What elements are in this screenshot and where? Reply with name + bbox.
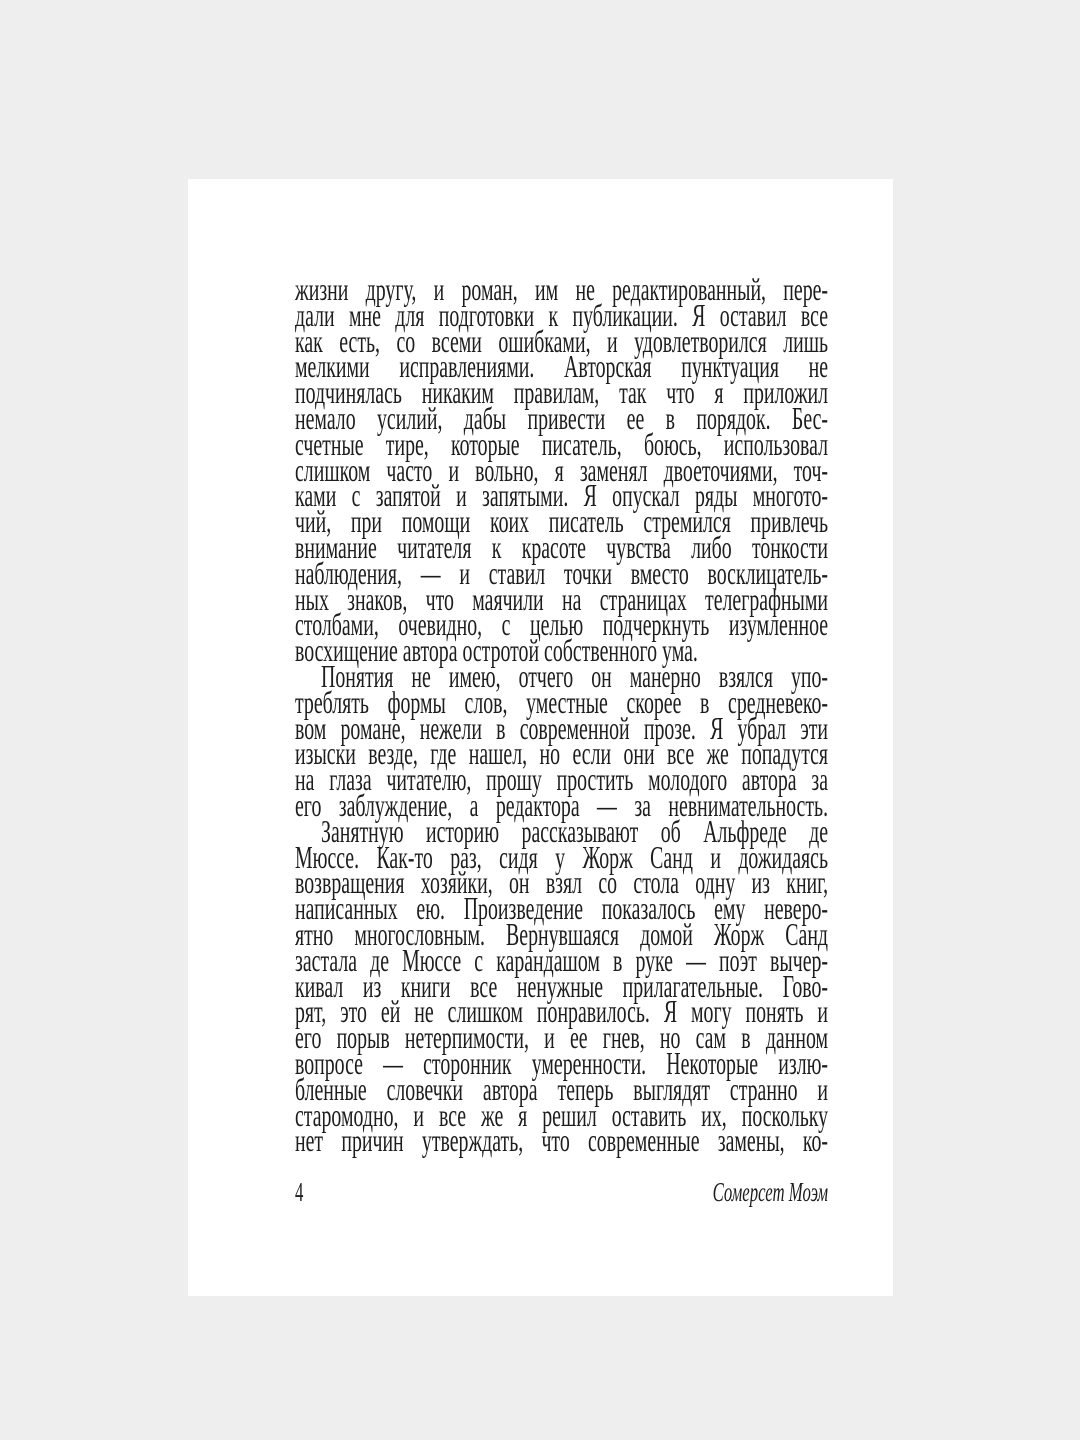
text-line: рят, это ей не слишком понравилось. Я могу понять и	[295, 993, 829, 1030]
text-line: наблюдения, — и ставил точки вместо восклицатель-	[295, 554, 829, 591]
text-line: слишком часто и вольно, я заменял двоеточиями, точ-	[295, 451, 829, 488]
text-line: Понятия не имею, отчего он манерно взялся упо-	[321, 657, 829, 694]
text-line: нет причин утверждать, что современные замены, ко-	[295, 1122, 829, 1159]
book-page	[188, 179, 893, 1296]
page-footer	[295, 1179, 828, 1206]
text-line: застала де Мюссе с карандашом в руке — поэт вычер-	[295, 941, 829, 978]
text-line: Мюссе. Как-то раз, сидя у Жорж Санд и дожидаясь	[295, 838, 829, 875]
text-line: его порыв нетерпимости, и ее гнев, но сам в данном	[295, 1019, 829, 1056]
text-line: дали мне для подготовки к публикации. Я оставил все	[295, 296, 829, 333]
text-line: столбами, очевидно, с целью подчеркнуть изумленное	[295, 606, 829, 643]
text-line: на глаза читателю, прошу простить молодого автора за	[295, 761, 829, 798]
text-line: подчинялась никаким правилам, так что я приложил	[295, 374, 829, 411]
text-line: немало усилий, дабы привести ее в порядок. Бес-	[295, 399, 829, 436]
text-line: ками с запятой и запятыми. Я опускал ряды многото-	[295, 477, 829, 514]
text-line: кивал из книги все ненужные прилагательные. Гово-	[295, 967, 829, 1004]
running-title-author: Сомерсет Моэм	[712, 1177, 829, 1207]
text-line: возвращения хозяйки, он взял со стола одну из книг,	[295, 864, 829, 901]
text-line: изыски везде, где нашел, но если они все же попадутся	[295, 735, 829, 772]
text-line: чий, при помощи коих писатель стремился привлечь	[295, 503, 829, 540]
text-line: внимание читателя к красоте чувства либо тонкости	[295, 528, 829, 565]
page-number: 4	[295, 1177, 304, 1207]
text-line: ных знаков, что маячили на страницах телеграфными	[295, 580, 829, 617]
text-line: ятно многословным. Вернувшаяся домой Жорж Санд	[295, 915, 829, 952]
text-line: написанных ею. Произведение показалось ему неверо-	[295, 890, 829, 927]
text-line: жизни другу, и роман, им не редактированный, пере-	[295, 271, 829, 307]
text-line: Занятную историю рассказывают об Альфреде де	[321, 812, 829, 849]
text-line: его заблуждение, а редактора — за невнимательность.	[295, 786, 829, 823]
text-line: как есть, со всеми ошибками, и удовлетворился лишь	[295, 322, 829, 359]
body-text	[295, 271, 829, 1159]
text-line: восхищение автора остротой собственного ума.	[295, 632, 698, 669]
text-line: вопросе — сторонник умеренности. Некоторые излю-	[295, 1044, 829, 1081]
text-line: треблять формы слов, уместные скорее в средневеко-	[295, 683, 829, 720]
text-line: мелкими исправлениями. Авторская пунктуация не	[295, 348, 829, 385]
text-line: счетные тире, которые писатель, боюсь, использовал	[295, 425, 829, 462]
text-line: старомодно, и все же я решил оставить их, поскольку	[295, 1096, 829, 1133]
text-line: вом романе, нежели в современной прозе. Я убрал эти	[295, 709, 829, 746]
text-line: бленные словечки автора теперь выглядят странно и	[295, 1070, 829, 1107]
